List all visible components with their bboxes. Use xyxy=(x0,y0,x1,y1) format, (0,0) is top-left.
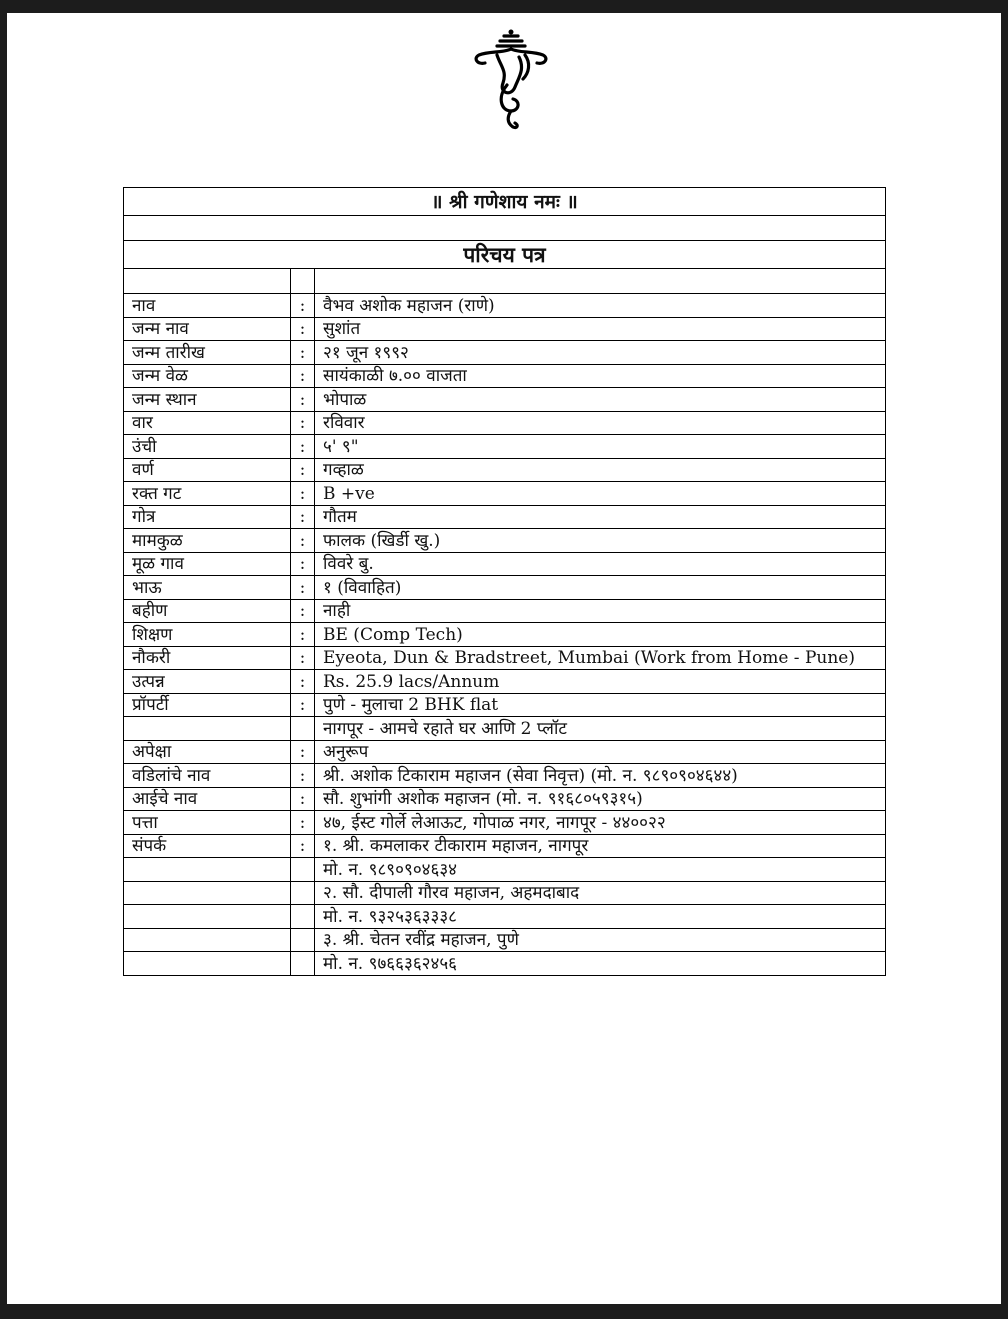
field-separator: : xyxy=(291,693,315,717)
field-label: आईचे नाव xyxy=(124,787,291,811)
detail-row xyxy=(124,505,886,529)
field-separator xyxy=(291,717,315,741)
field-label: बहीण xyxy=(124,599,291,623)
field-value: BE (Comp Tech) xyxy=(315,623,886,647)
field-value: २१ जून १९९२ xyxy=(315,341,886,365)
biodata-table xyxy=(123,187,886,976)
field-label: नौकरी xyxy=(124,646,291,670)
field-label: वार xyxy=(124,411,291,435)
field-label: जन्म वेळ xyxy=(124,364,291,388)
detail-row xyxy=(124,740,886,764)
detail-row xyxy=(124,646,886,670)
field-separator xyxy=(291,928,315,952)
field-label: प्रॉपर्टी xyxy=(124,693,291,717)
field-value: रविवार xyxy=(315,411,886,435)
field-separator: : xyxy=(291,529,315,553)
field-value: B +ve xyxy=(315,482,886,506)
detail-row xyxy=(124,623,886,647)
field-label: पत्ता xyxy=(124,811,291,835)
field-label: भाऊ xyxy=(124,576,291,600)
field-value: Rs. 25.9 lacs/Annum xyxy=(315,670,886,694)
field-separator xyxy=(291,881,315,905)
field-separator: : xyxy=(291,670,315,694)
field-label: जन्म तारीख xyxy=(124,341,291,365)
field-label: मामकुळ xyxy=(124,529,291,553)
detail-row xyxy=(124,341,886,365)
field-label: वडिलांचे नाव xyxy=(124,764,291,788)
detail-row xyxy=(124,482,886,506)
field-label: नाव xyxy=(124,294,291,318)
detail-row xyxy=(124,411,886,435)
field-value: फालक (खिर्डी खु.) xyxy=(315,529,886,553)
detail-row xyxy=(124,670,886,694)
detail-row xyxy=(124,905,886,929)
field-value: श्री. अशोक टिकाराम महाजन (सेवा निवृत्त) (मो. न. ९८९०९०४६४४) xyxy=(315,764,886,788)
field-separator: : xyxy=(291,834,315,858)
field-label xyxy=(124,858,291,882)
field-separator: : xyxy=(291,787,315,811)
detail-row xyxy=(124,858,886,882)
field-value: विवरे बु. xyxy=(315,552,886,576)
field-value: अनुरूप xyxy=(315,740,886,764)
field-label: संपर्क xyxy=(124,834,291,858)
field-label: गोत्र xyxy=(124,505,291,529)
field-label: उत्पन्न xyxy=(124,670,291,694)
title-row xyxy=(124,241,886,269)
document-title: परिचय पत्र xyxy=(124,241,886,269)
detail-row xyxy=(124,599,886,623)
detail-row xyxy=(124,787,886,811)
field-value: ५' ९" xyxy=(315,435,886,459)
detail-row xyxy=(124,928,886,952)
blank-colon-cell xyxy=(291,269,315,294)
field-label: उंची xyxy=(124,435,291,459)
field-label: अपेक्षा xyxy=(124,740,291,764)
field-label: शिक्षण xyxy=(124,623,291,647)
field-value: नागपूर - आमचे रहाते घर आणि 2 प्लॉट xyxy=(315,717,886,741)
field-separator: : xyxy=(291,646,315,670)
document-page xyxy=(7,13,1001,1304)
ganesha-logo-icon xyxy=(467,27,557,133)
field-separator xyxy=(291,952,315,976)
field-value: मो. न. ९७६६३६२४५६ xyxy=(315,952,886,976)
field-label xyxy=(124,881,291,905)
field-value: गव्हाळ xyxy=(315,458,886,482)
blank-value-cell xyxy=(315,269,886,294)
detail-row xyxy=(124,576,886,600)
field-value: २. सौ. दीपाली गौरव महाजन, अहमदाबाद xyxy=(315,881,886,905)
detail-row xyxy=(124,364,886,388)
field-separator: : xyxy=(291,341,315,365)
field-value: मो. न. ९३२५३६३३३८ xyxy=(315,905,886,929)
detail-row xyxy=(124,717,886,741)
field-value: ४७, ईस्ट गोर्ले लेआऊट, गोपाळ नगर, नागपूर - ४४००२२ xyxy=(315,811,886,835)
detail-row xyxy=(124,435,886,459)
detail-row xyxy=(124,458,886,482)
field-value: वैभव अशोक महाजन (राणे) xyxy=(315,294,886,318)
field-value: सुशांत xyxy=(315,317,886,341)
field-value: १ (विवाहित) xyxy=(315,576,886,600)
field-value: गौतम xyxy=(315,505,886,529)
field-value: Eyeota, Dun & Bradstreet, Mumbai (Work from Home - Pune) xyxy=(315,646,886,670)
field-label: मूळ गाव xyxy=(124,552,291,576)
spacer-row xyxy=(124,216,886,241)
field-value: भोपाळ xyxy=(315,388,886,412)
field-value: सौ. शुभांगी अशोक महाजन (मो. न. ९१६८०५९३१५) xyxy=(315,787,886,811)
field-separator: : xyxy=(291,364,315,388)
field-value: मो. न. ९८९०९०४६३४ xyxy=(315,858,886,882)
field-separator: : xyxy=(291,623,315,647)
field-separator: : xyxy=(291,294,315,318)
field-separator: : xyxy=(291,505,315,529)
field-label: वर्ण xyxy=(124,458,291,482)
invocation-heading: ॥ श्री गणेशाय नमः ॥ xyxy=(124,188,886,216)
field-label: जन्म स्थान xyxy=(124,388,291,412)
detail-row xyxy=(124,317,886,341)
blank-label-cell xyxy=(124,269,291,294)
field-label: रक्त गट xyxy=(124,482,291,506)
field-separator: : xyxy=(291,576,315,600)
field-separator: : xyxy=(291,552,315,576)
field-separator: : xyxy=(291,388,315,412)
detail-row xyxy=(124,388,886,412)
field-label xyxy=(124,928,291,952)
blank-row xyxy=(124,269,886,294)
field-separator: : xyxy=(291,811,315,835)
detail-row xyxy=(124,952,886,976)
detail-row xyxy=(124,881,886,905)
field-label xyxy=(124,905,291,929)
detail-row xyxy=(124,552,886,576)
field-separator: : xyxy=(291,764,315,788)
field-value: सायंकाळी ७.०० वाजता xyxy=(315,364,886,388)
field-separator: : xyxy=(291,599,315,623)
field-label xyxy=(124,952,291,976)
detail-row xyxy=(124,294,886,318)
spacer-cell xyxy=(124,216,886,241)
field-value: पुणे - मुलाचा 2 BHK flat xyxy=(315,693,886,717)
field-separator: : xyxy=(291,317,315,341)
field-value: नाही xyxy=(315,599,886,623)
field-label xyxy=(124,717,291,741)
field-label: जन्म नाव xyxy=(124,317,291,341)
field-separator: : xyxy=(291,482,315,506)
field-separator: : xyxy=(291,435,315,459)
detail-row xyxy=(124,834,886,858)
field-separator: : xyxy=(291,740,315,764)
detail-row xyxy=(124,764,886,788)
detail-row xyxy=(124,811,886,835)
field-separator xyxy=(291,858,315,882)
detail-row xyxy=(124,693,886,717)
field-value: १. श्री. कमलाकर टीकाराम महाजन, नागपूर xyxy=(315,834,886,858)
field-value: ३. श्री. चेतन रवींद्र महाजन, पुणे xyxy=(315,928,886,952)
field-separator: : xyxy=(291,458,315,482)
detail-row xyxy=(124,529,886,553)
invocation-row xyxy=(124,188,886,216)
field-separator: : xyxy=(291,411,315,435)
field-separator xyxy=(291,905,315,929)
